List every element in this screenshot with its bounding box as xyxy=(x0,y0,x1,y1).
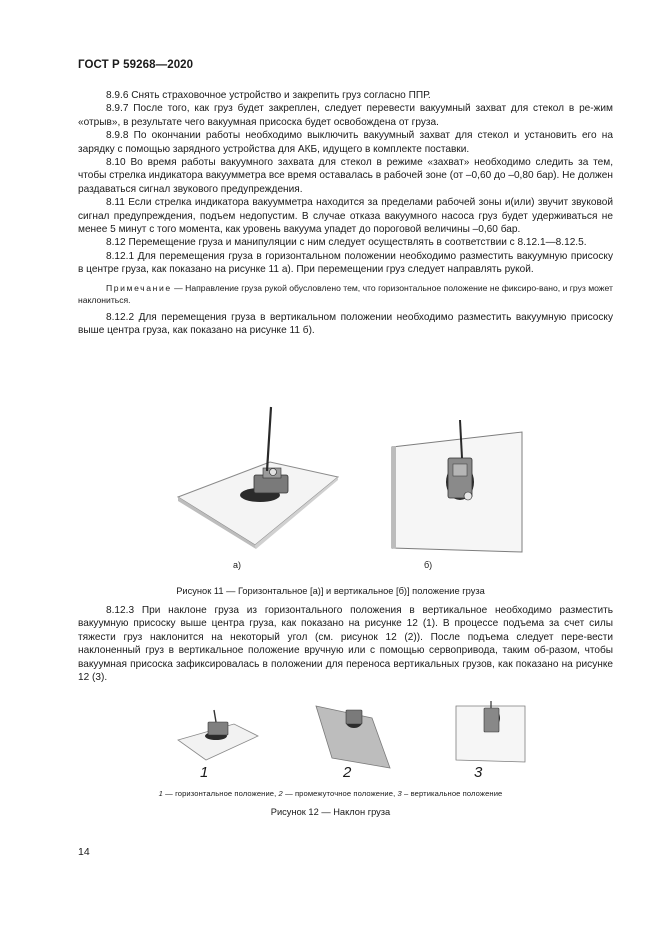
legend-num-2: 2 xyxy=(278,789,283,798)
figure-11-caption: Рисунок 11 — Горизонтальное [а)] и вертикальное [б)] положение груза xyxy=(176,586,485,596)
paragraph-8-12-2: 8.12.2 Для перемещения груза в вертикальном положении необходимо разместить вакуумную присоску выше центра груза, как показано на рисунке 11 б). xyxy=(78,311,613,337)
paragraph-8-12-1: 8.12.1 Для перемещения груза в горизонтальном положении необходимо разместить вакуумную присоску в центре груза, как показано на рисунке 11 а). При перемещении груз следует направлять рукой. xyxy=(78,250,613,276)
figure-11b-label: б) xyxy=(424,560,433,570)
text-block-bottom xyxy=(78,604,613,684)
text-block-top xyxy=(78,89,613,338)
legend-text-3: – вертикальное положение xyxy=(401,789,503,798)
paragraph-8-10: 8.10 Во время работы вакуумного захвата для стекол в режиме «захват» необходимо следить за тем, чтобы стрелка индикатора вакуумметра все время оставалась в рабочей зоне (от –0,60 до –0,80 бар). Не должен раздаваться сигнал звукового предупреждения. xyxy=(78,157,613,195)
figure-12-position-3 xyxy=(456,701,525,762)
legend-num-3: 3 xyxy=(397,789,402,798)
note-text: — Направление груза рукой обусловлено тем, что горизонтальное положение не фиксиро-вано, и груз может наклониться. xyxy=(78,282,613,305)
paragraph-8-11: 8.11 Если стрелка индикатора вакуумметра находится за пределами рабочей зоны и(или) звучит звуковой сигнал предупреждения, подъем недопустим. В случае отказа вакуумного насоса груз будет удерживаться не менее 5 минут с того момента, как уровень вакуума упадет до пороговой величины –0,60 бар. xyxy=(78,197,613,236)
figure-11b-vertical-glass xyxy=(392,420,522,552)
figure-11a-horizontal-glass xyxy=(178,407,338,549)
figure-12-number-3: 3 xyxy=(474,764,483,781)
legend-text-1: — горизонтальное положение, xyxy=(162,789,279,798)
paragraph-8-9-6: 8.9.6 Снять страховочное устройство и закрепить груз согласно ППР. xyxy=(106,90,431,101)
figure-11-illustration xyxy=(170,402,530,577)
figure-11a-label: а) xyxy=(233,560,242,570)
note-label: Примечание xyxy=(106,282,172,293)
paragraph-8-9-7: 8.9.7 После того, как груз будет закреплен, следует перевести вакуумный захват для стекол в ре-жим «отрыв», в результате чего вакуумная присоска будет освобождена от груза. xyxy=(78,103,613,128)
paragraph-8-9-8: 8.9.8 По окончании работы необходимо выключить вакуумный захват для стекол и установить его на зарядку с помощью зарядного устройства для АКБ, идущего в комплекте поставки. xyxy=(78,130,613,155)
note xyxy=(78,282,613,306)
figure-12-legend xyxy=(0,789,661,798)
figure-12-number-1: 1 xyxy=(200,764,209,781)
paragraph-8-12: 8.12 Перемещение груза и манипуляции с ним следует осуществлять в соответствии с 8.12.1—8.12.5. xyxy=(106,237,587,249)
page-number: 14 xyxy=(78,846,90,858)
figure-12-position-1 xyxy=(178,710,258,760)
legend-num-1: 1 xyxy=(158,789,163,798)
figure-12-position-2 xyxy=(316,706,390,768)
paragraph-8-12-3: 8.12.3 При наклоне груза из горизонтального положения в вертикальное необходимо разместить вакуумную присоску выше центра груза, как показано на рисунке 12 (1). В процессе подъема за счет силы тяжести груз наклонится на некоторый угол (см. рисунок 12 (2)). После подъема следует пере-вести наклоненный груз в вертикальное положение вручную или с помощью сервопривода, таким об-разом, чтобы вакуумная присоска зафиксировалась в положении для переноса вертикальных грузов, как показано на рисунке 12 (3). xyxy=(78,605,613,684)
document-header: ГОСТ Р 59268—2020 xyxy=(78,59,194,71)
legend-text-2: — промежуточное положение, xyxy=(282,789,398,798)
figure-12-caption: Рисунок 12 — Наклон груза xyxy=(270,807,391,817)
figure-12-number-2: 2 xyxy=(343,764,352,781)
